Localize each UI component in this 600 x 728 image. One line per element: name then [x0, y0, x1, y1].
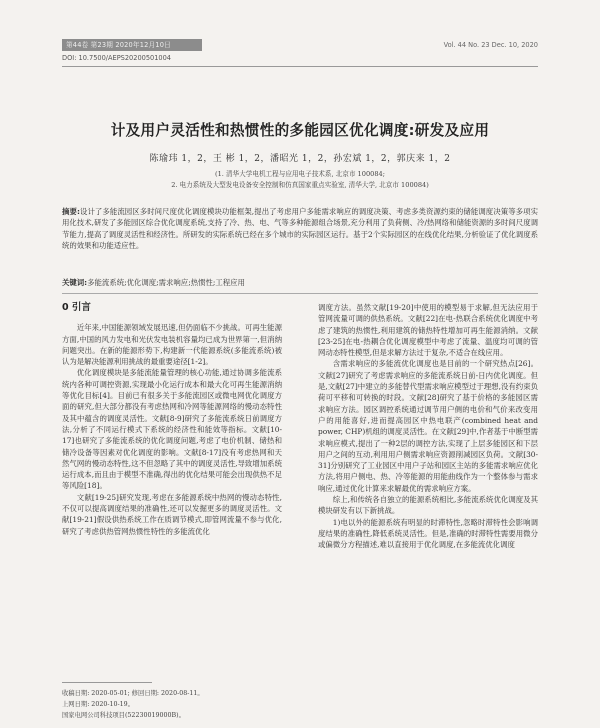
author-list: 陈瑜玮 1，2，王 彬 1，2，潘昭光 1，2，孙宏斌 1，2，郭庆来 1，2 [149, 154, 451, 164]
keywords-label: 关键词: [62, 278, 88, 287]
paragraph: 调度方法。虽然文献[19-20]中使用的模型易于求解,但无法应用于管网流量可调的供热系统。文献[22]在电-热联合系统优化调度中考虑了建筑的热惯性,利用建筑的储热特性增加可再生能源消纳。文献[23-25]在电-热耦合优化调度模型中考虑了流量、温度均可调的管网动态特性模型,但是求解方法过于复杂,不适合在线应用。 [318, 303, 538, 358]
right-column [318, 302, 538, 551]
keywords [62, 277, 538, 288]
paragraph: 优化调度模块是多能流能量管理的核心功能,通过协调多能流系统内各种可调控资源,实现最小化运行成本和最大化可再生能源消纳等优化目标[4]。目前已有很多关于多能流园区或微电网优化调度方面的研究,但大部分都没有考虑热网和冷网等能源网络的慢动态特性及其中蕴含的调度灵活性。文献[8-9]研究了多能流系统日前调度方法,分析了不同运行模式下系统的经济性和能效等指标。文献[10-17]也研究了多能流系统的优化调度问题,考虑了电价机制、储热和储冷设备等因素对优化调度的影响。文献[8-17]没有考虑热网和天然气网的慢动态特性,这不但忽略了其中的调度灵活性,导致增加系统运行成本,而且由于模型不准确,得出的优化结果可能会出现供热不足等风险[18]。 [62, 368, 282, 491]
section-heading-introduction: 0 引言 [62, 302, 91, 313]
journal-issue-text: 第44卷 第23期 2020年12月10日 [66, 41, 171, 49]
abstract-label: 摘要: [62, 207, 80, 216]
abstract [62, 206, 538, 251]
paper-title: 计及用户灵活性和热惯性的多能园区优化调度:研发及应用 [110, 122, 490, 139]
paragraph: 1)电以外的能源系统有明显的时滞特性,忽略时滞特性会影响调度结果的准确性,降低系统灵活性。但是,准确的时滞特性需要用微分或偏微分方程描述,难以直接用于优化调度,在多能流优化调度 [318, 517, 538, 550]
paragraph: 含需求响应的多能流优化调度也是目前的一个研究热点[26]。文献[27]研究了考虑需求响应的多能流系统日前-日内优化调度。但是,文献[27]中建立的多能替代型需求响应模型过于理想,没有约束负荷可平移和可转换的时段。文献[28]研究了基于价格的多能园区需求响应方法。园区调控系统通过调节用户侧的电价和气价来改变用户的用能喜好,进而提高园区中热电联产(combined heat and power, CHP)机组的调度灵活性。在文献[29]中,作者基于中断型需求响应模式,提出了一种2层的调控方法,实现了上层多能园区和下层用户之间的互动,利用用户侧需求响应资源削减园区负荷。文献[30-31]分别研究了工业园区中用户子站和园区主站的多能需求响应优化方法,将用户侧电、热、冷等能源的用能曲线作为一个整体参与需求响应,通过优化计算来求解最优的需求响应方案。 [318, 359, 538, 493]
doi: DOI: 10.7500/AEPS20200501004 [62, 54, 172, 62]
abstract-divider [62, 293, 538, 294]
footnote-received: 收稿日期: 2020-05-01; 修回日期: 2020-08-11。 [62, 690, 204, 697]
footnote-funding: 国家电网公司科技项目(52230019000B)。 [62, 712, 185, 719]
keywords-text: 多能流系统;优化调度;需求响应;热惯性;工程应用 [87, 278, 245, 287]
affiliation-1: (1. 清华大学电机工程与应用电子技术系, 北京市 100084; [215, 170, 385, 178]
affiliation-2: 2. 电力系统及大型发电设备安全控制和仿真国家重点实验室, 清华大学, 北京市 100084) [171, 181, 429, 189]
footnote-online: 上网日期: 2020-10-19。 [62, 701, 134, 708]
journal-issue-banner [62, 39, 202, 51]
volume-info: Vol. 44 No. 23 Dec. 10, 2020 [443, 41, 538, 49]
footnote-rule [62, 682, 152, 683]
paragraph: 综上,和传统各自独立的能源系统相比,多能流系统优化调度及其模块研发有以下新挑战。 [318, 495, 538, 516]
paragraph: 近年来,中国能源领域发展迅速,但仍面临不少挑战。可再生能源方面,中国的风力发电和光伏发电装机容量均已成为世界第一,但消纳问题突出。在新的能源形势下,构建新一代能源系统(多能流系统)被认为是解决能源利用挑战的最重要途径[1-2]。 [62, 323, 282, 367]
header-rule [62, 66, 538, 67]
paragraph: 文献[19-25]研究发现,考虑在多能源系统中热网的慢动态特性,不仅可以提高调度结果的准确性,还可以发掘更多的调度灵活性。文献[19-21]假设供热系统工作在质调节模式,即管网流量不参与优化,研究了考虑供热管网热惯性特性的多能流优化 [62, 492, 282, 536]
left-column [62, 302, 282, 537]
abstract-text: 设计了多能流园区多时间尺度优化调度模块功能框架,提出了考虑用户多能需求响应的调度决策、考虑多类资源约束的储能调度决策等多项实用化技术,研发了多能园区综合优化调度系统,支持了冷、热、电、气等多种能源组合场景,充分利用了负荷侧、冷/热网络和储能资源的多时间尺度调节能力,提高了调度灵活性和经济性。所研发的实际系统已经在多个城市的实际园区运行。基于2个实际园区的在线优化结果,分析验证了优化调度系统的效果和功能适应性。 [62, 207, 538, 250]
